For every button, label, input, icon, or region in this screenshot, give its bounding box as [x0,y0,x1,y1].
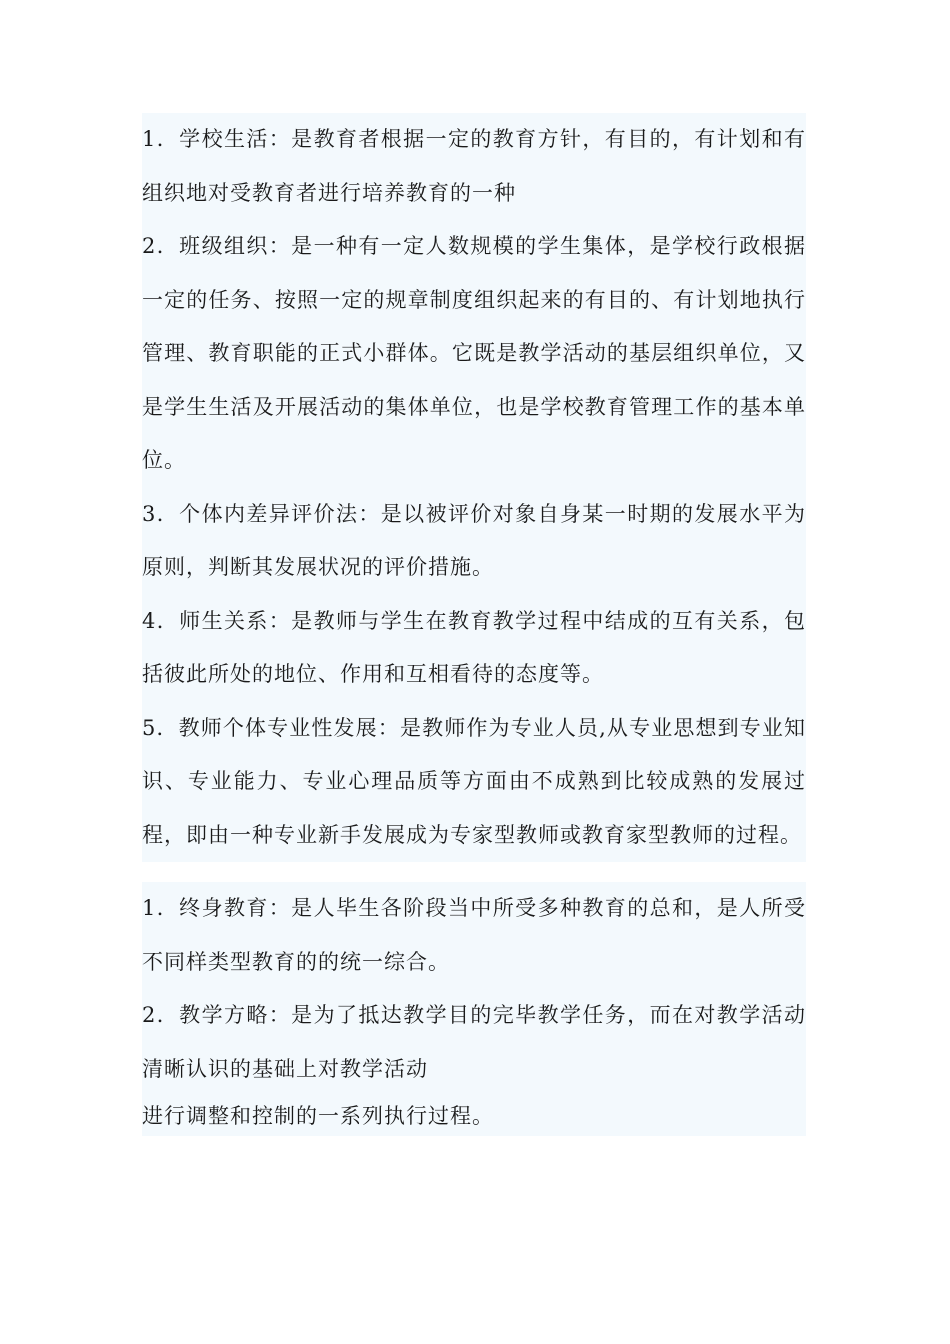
definition-lifelong-education: 1．终身教育：是人毕生各阶段当中所受多种教育的总和，是人所受不同样类型教育的的统一综合。 [142,896,806,974]
definition-teacher-professional-development: 5．教师个体专业性发展：是教师作为专业人员,从专业思想到专业知识、专业能力、专业心理品质等方面由不成熟到比较成熟的发展过程，即由一种专业新手发展成为专家型教师或教育家型教师的过程。 [142,715,806,847]
definition-teaching-strategy: 2．教学方略：是为了抵达教学目的完毕教学任务，而在对教学活动清晰认识的基础上对教学活动 [142,1003,806,1081]
definition-school-life: 1．学校生活：是教育者根据一定的教育方针，有目的，有计划和有组织地对受教育者进行培养教育的一种 [142,127,806,205]
definition-teaching-strategy-continued: 进行调整和控制的一系列执行过程。 [142,1104,494,1128]
definition-class-organization: 2．班级组织：是一种有一定人数规模的学生集体，是学校行政根据一定的任务、按照一定的规章制度组织起来的有目的、有计划地执行管理、教育职能的正式小群体。它既是教学活动的基层组织单位，又是学生生活及开展活动的集体单位，也是学校教育管理工作的基本单位。 [142,234,806,472]
document-body [142,113,806,1136]
definition-individual-difference-evaluation: 3．个体内差异评价法：是以被评价对象自身某一时期的发展水平为原则，判断其发展状况的评价措施。 [142,501,806,579]
section-divider [0,862,950,882]
definition-teacher-student-relationship: 4．师生关系：是教师与学生在教育教学过程中结成的互有关系，包括彼此所处的地位、作用和互相看待的态度等。 [142,608,806,686]
